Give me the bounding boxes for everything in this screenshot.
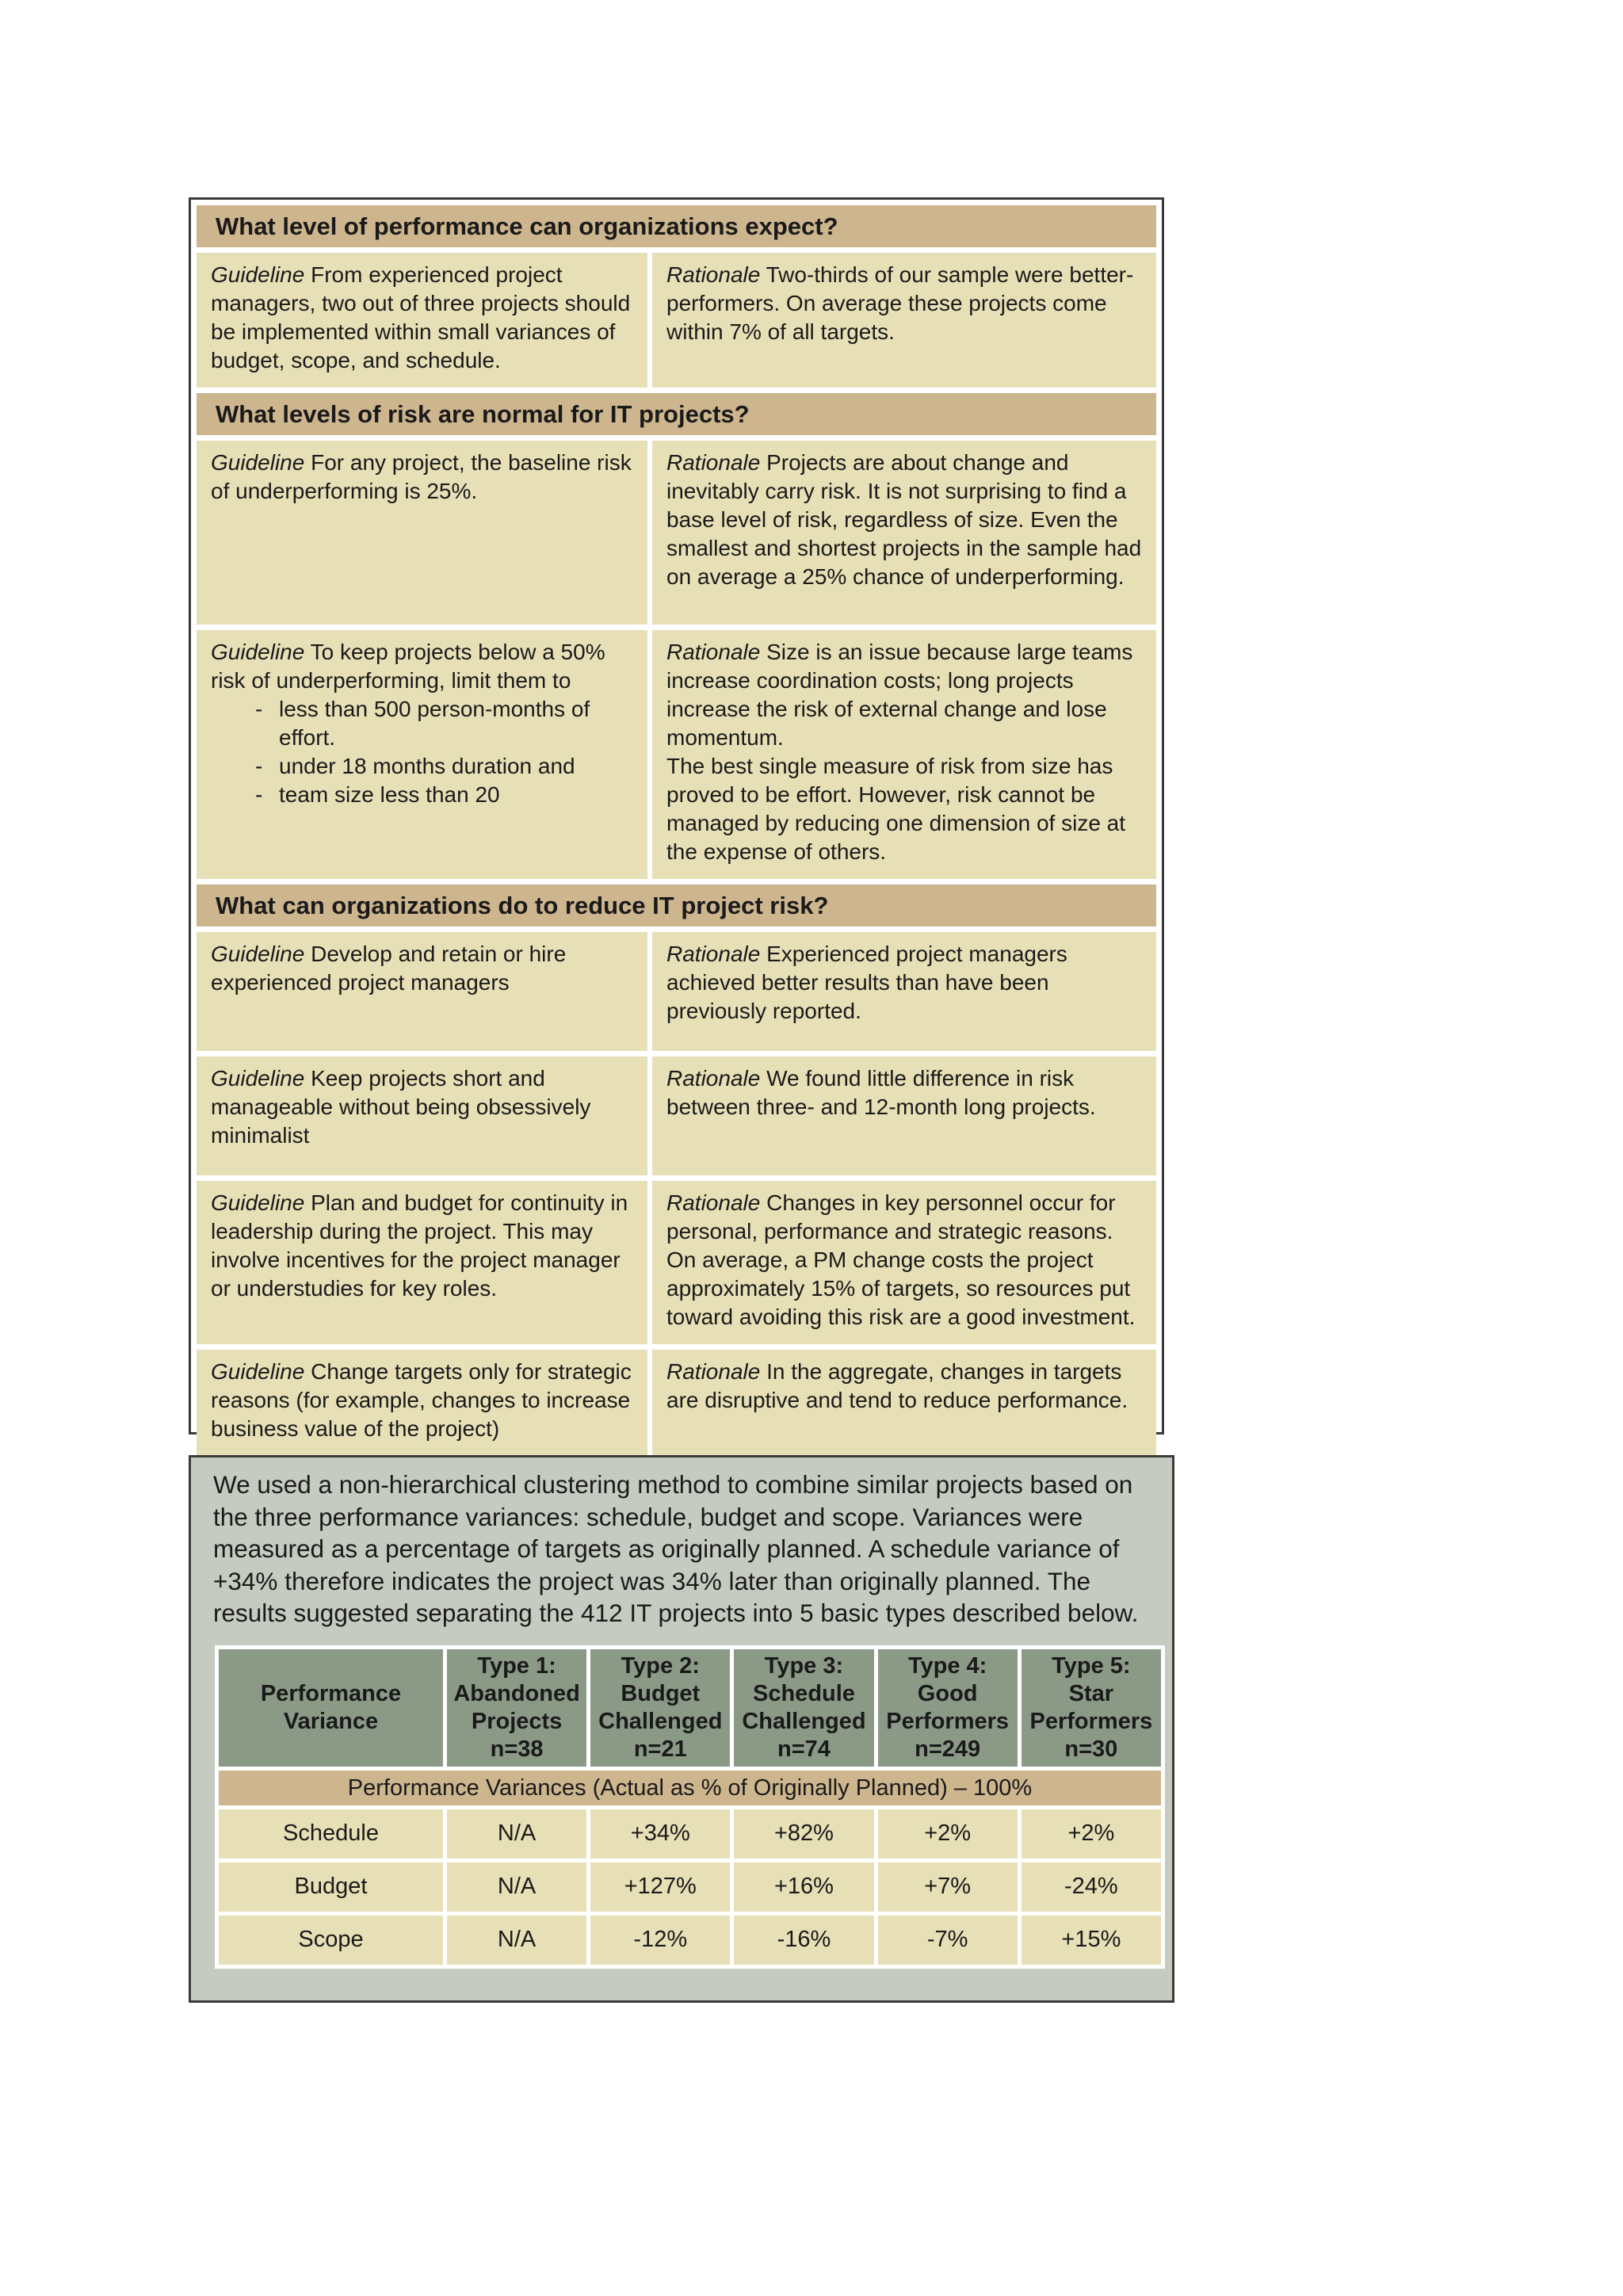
- variance-table: [215, 1645, 1165, 1969]
- type-header: [590, 1649, 730, 1767]
- guideline-text: Change targets only for strategic reasons (for example, changes to increase business value of the project): [211, 1359, 632, 1441]
- type-header-line: Good: [917, 1680, 978, 1706]
- variance-cell: +16%: [734, 1862, 873, 1912]
- type-header-line: n=21: [633, 1736, 687, 1762]
- list-item: - team size less than 20: [279, 781, 636, 809]
- type-header-line: Type 1:: [477, 1652, 556, 1679]
- type-header-line: n=249: [915, 1736, 981, 1762]
- guideline-cell: [197, 441, 652, 625]
- row-label: Schedule: [219, 1809, 443, 1859]
- type-header-line: Challenged: [742, 1708, 866, 1734]
- type-header-line: Type 4:: [907, 1652, 987, 1679]
- type-header: [734, 1649, 873, 1767]
- type-header-line: Schedule: [753, 1680, 855, 1706]
- rationale-cell: [652, 1056, 1156, 1175]
- rationale-label: Rationale: [666, 1359, 761, 1384]
- guideline-label: Guideline: [211, 640, 305, 664]
- guideline-row: [197, 1181, 1156, 1344]
- corner-header: [219, 1649, 443, 1767]
- rationale-label: Rationale: [666, 450, 761, 475]
- corner-line: Performance: [260, 1680, 402, 1706]
- row-label: Budget: [219, 1862, 443, 1912]
- variance-cell: +82%: [734, 1809, 873, 1859]
- type-header: [878, 1649, 1018, 1767]
- rationale-cell: [652, 630, 1156, 879]
- rationale-text: We found little difference in risk between three- and 12-month long projects.: [666, 1066, 1096, 1119]
- type-header-line: Projects: [471, 1708, 563, 1734]
- guidelines-box: [189, 197, 1164, 1441]
- type-header: [1022, 1649, 1161, 1767]
- section-question: What level of performance can organizations expect?: [197, 205, 1156, 247]
- rationale-text-extra: The best single measure of risk from size has proved to be effort. However, risk cannot be managed by reducing one dimension of size at the expense of others.: [666, 754, 1126, 864]
- guideline-label: Guideline: [211, 1066, 305, 1091]
- corner-line: Variance: [283, 1708, 379, 1734]
- guideline-row: [197, 1056, 1156, 1175]
- type-header-line: n=38: [490, 1736, 544, 1762]
- guideline-label: Guideline: [211, 1359, 305, 1384]
- guideline-cell: [197, 932, 652, 1051]
- rationale-cell: [652, 932, 1156, 1051]
- variance-cell: -12%: [590, 1916, 730, 1965]
- type-header-line: Type 3:: [764, 1652, 844, 1679]
- guideline-cell: [197, 1056, 652, 1175]
- guidelines-table: [197, 200, 1156, 1477]
- guideline-row: [197, 630, 1156, 879]
- section-question: What can organizations do to reduce IT project risk?: [197, 884, 1156, 926]
- rationale-label: Rationale: [666, 640, 761, 664]
- guideline-label: Guideline: [211, 450, 305, 475]
- table-row: [219, 1809, 1161, 1859]
- variance-cell: +34%: [590, 1809, 730, 1859]
- list-item: - under 18 months duration and: [279, 752, 636, 781]
- clustering-intro: We used a non-hierarchical clustering method to combine similar projects based on the three performance variances: schedule, budget and scope. Variances were measured as a percentage of targets as originally planned. A schedule variance of +34% therefore indicates the project was 34% later than originally planned. The results suggested separating the 412 IT projects into 5 basic types described below.: [213, 1470, 1139, 1627]
- variance-cell: N/A: [447, 1916, 586, 1965]
- type-header-line: Star: [1068, 1680, 1114, 1706]
- guideline-text: Keep projects short and manageable without being obsessively minimalist: [211, 1066, 591, 1148]
- rationale-cell: [652, 253, 1156, 388]
- variance-header-row: [219, 1649, 1161, 1767]
- row-label: Scope: [219, 1916, 443, 1965]
- guideline-text: From experienced project managers, two out of three projects should be implemented within small variances of budget, scope, and schedule.: [211, 262, 631, 372]
- table-row: [219, 1916, 1161, 1965]
- guideline-row: [197, 932, 1156, 1051]
- variance-cell: +2%: [878, 1809, 1018, 1859]
- section-question-row: [197, 884, 1156, 926]
- variance-cell: +2%: [1022, 1809, 1161, 1859]
- guideline-text: Develop and retain or hire experienced project managers: [211, 942, 567, 995]
- type-header-line: Budget: [621, 1680, 701, 1706]
- section-question-row: [197, 205, 1156, 247]
- guideline-label: Guideline: [211, 1190, 305, 1215]
- guideline-label: Guideline: [211, 942, 305, 966]
- variance-band: Performance Variances (Actual as % of Originally Planned) – 100%: [219, 1771, 1161, 1805]
- rationale-label: Rationale: [666, 942, 761, 966]
- type-header-line: Challenged: [598, 1708, 723, 1734]
- rationale-cell: [652, 441, 1156, 625]
- rationale-label: Rationale: [666, 1066, 761, 1091]
- type-header-line: Abandoned: [453, 1680, 580, 1706]
- variance-cell: -16%: [734, 1916, 873, 1965]
- type-header-line: Performers: [1029, 1708, 1153, 1734]
- variance-cell: -24%: [1022, 1862, 1161, 1912]
- guideline-cell: [197, 1350, 652, 1472]
- rationale-text: Projects are about change and inevitably carry risk. It is not surprising to find a base level of risk, regardless of size. Even the smallest and shortest projects in the sample had on average a 25% chance of underperforming.: [666, 450, 1142, 589]
- type-header-line: n=74: [777, 1736, 831, 1762]
- guideline-text: To keep projects below a 50% risk of underperforming, limit them to: [211, 640, 605, 693]
- variance-cell: -7%: [878, 1916, 1018, 1965]
- rationale-label: Rationale: [666, 1190, 761, 1215]
- variance-cell: N/A: [447, 1862, 586, 1912]
- section-question: What levels of risk are normal for IT projects?: [197, 393, 1156, 435]
- size-limits-list: [211, 695, 636, 809]
- guideline-cell: [197, 253, 652, 388]
- rationale-cell: [652, 1181, 1156, 1344]
- clustering-box: [189, 1455, 1174, 2003]
- rationale-text: Two-thirds of our sample were better-performers. On average these projects come within 7% of all targets.: [666, 262, 1134, 344]
- type-header-line: n=30: [1064, 1736, 1118, 1762]
- rationale-label: Rationale: [666, 262, 761, 287]
- type-header: [447, 1649, 586, 1767]
- rationale-text: Changes in key personnel occur for personal, performance and strategic reasons. On average, a PM change costs the project approximately 15% of targets, so resources put toward avoiding this risk are a good investment.: [666, 1190, 1136, 1329]
- variance-band-row: [219, 1771, 1161, 1805]
- variance-cell: +15%: [1022, 1916, 1161, 1965]
- type-header-line: Performers: [886, 1708, 1010, 1734]
- rationale-cell: [652, 1350, 1156, 1472]
- variance-cell: N/A: [447, 1809, 586, 1859]
- type-header-line: Type 5:: [1052, 1652, 1131, 1679]
- guideline-row: [197, 253, 1156, 388]
- guideline-label: Guideline: [211, 262, 305, 287]
- guideline-cell: [197, 1181, 652, 1344]
- variance-cell: +7%: [878, 1862, 1018, 1912]
- rationale-text: Size is an issue because large teams increase coordination costs; long projects increase the risk of external change and lose momentum.: [666, 640, 1133, 750]
- guideline-cell: [197, 630, 652, 879]
- rationale-text: Experienced project managers achieved better results than have been previously reported.: [666, 942, 1067, 1023]
- type-header-line: Type 2:: [621, 1652, 700, 1679]
- section-question-row: [197, 393, 1156, 435]
- rationale-text: In the aggregate, changes in targets are disruptive and tend to reduce performance.: [666, 1359, 1128, 1412]
- guideline-text: For any project, the baseline risk of underperforming is 25%.: [211, 450, 632, 503]
- guideline-row: [197, 441, 1156, 625]
- variance-cell: +127%: [590, 1862, 730, 1912]
- list-item: - less than 500 person-months of effort.: [279, 695, 636, 752]
- guideline-text: Plan and budget for continuity in leadership during the project. This may involve incentives for the project manager or understudies for key roles.: [211, 1190, 628, 1301]
- table-row: [219, 1862, 1161, 1912]
- guideline-row: [197, 1350, 1156, 1472]
